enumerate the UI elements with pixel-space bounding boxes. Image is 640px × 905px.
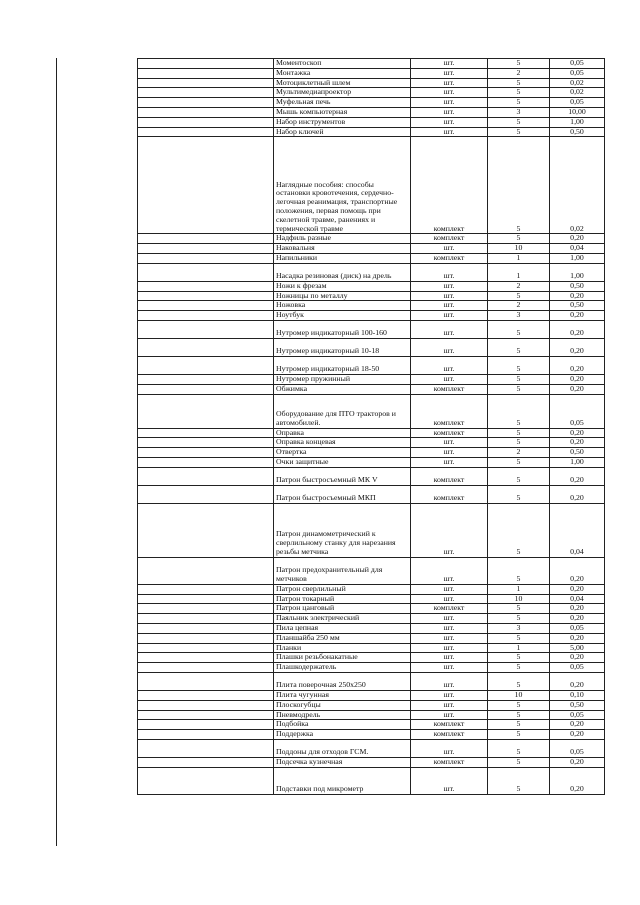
row-blank-cell [138, 720, 274, 730]
row-blank-cell [138, 88, 274, 98]
norm-cell: 0,50 [550, 448, 605, 458]
item-name-cell: Патрон быстросъемный МКП [274, 485, 411, 503]
item-name-cell: Планшайба 250 мм [274, 633, 411, 643]
norm-cell: 0,20 [550, 438, 605, 448]
row-blank-cell [138, 320, 274, 338]
table-row [138, 384, 605, 394]
unit-cell: комплект [411, 485, 488, 503]
table-row [138, 394, 605, 428]
unit-cell: комплект [411, 428, 488, 438]
quantity-cell: 5 [488, 557, 550, 584]
table-row [138, 234, 605, 244]
row-blank-cell [138, 690, 274, 700]
norm-cell: 1,00 [550, 263, 605, 281]
unit-cell: шт. [411, 127, 488, 137]
table-row [138, 374, 605, 384]
item-name-cell: Патрон токарный [274, 594, 411, 604]
table-row [138, 301, 605, 311]
quantity-cell: 2 [488, 68, 550, 78]
quantity-cell: 10 [488, 594, 550, 604]
quantity-cell: 5 [488, 457, 550, 467]
unit-cell: комплект [411, 137, 488, 234]
table-row [138, 672, 605, 690]
quantity-cell: 3 [488, 311, 550, 321]
norm-cell: 0,02 [550, 137, 605, 234]
item-name-cell: Патрон цанговый [274, 604, 411, 614]
row-blank-cell [138, 301, 274, 311]
row-blank-cell [138, 757, 274, 767]
item-name-cell: Оборудование для ПТО тракторов и автомобилей. [274, 394, 411, 428]
table-row [138, 428, 605, 438]
quantity-cell: 5 [488, 59, 550, 69]
row-blank-cell [138, 127, 274, 137]
norm-cell: 1,00 [550, 253, 605, 263]
row-blank-cell [138, 700, 274, 710]
table-row [138, 700, 605, 710]
item-name-cell: Мотоциклетный шлем [274, 78, 411, 88]
unit-cell: шт. [411, 672, 488, 690]
unit-cell: шт. [411, 739, 488, 757]
item-name-cell: Моментоскоп [274, 59, 411, 69]
unit-cell: шт. [411, 88, 488, 98]
quantity-cell: 5 [488, 320, 550, 338]
norm-cell: 0,20 [550, 720, 605, 730]
unit-cell: комплект [411, 394, 488, 428]
quantity-cell: 5 [488, 374, 550, 384]
unit-cell: шт. [411, 767, 488, 794]
table-row [138, 467, 605, 485]
row-blank-cell [138, 117, 274, 127]
unit-cell: шт. [411, 643, 488, 653]
item-name-cell: Нутромер индикаторный 10-18 [274, 338, 411, 356]
unit-cell: шт. [411, 244, 488, 254]
item-name-cell: Очки защитные [274, 457, 411, 467]
norm-cell: 0,04 [550, 503, 605, 557]
norm-cell: 0,20 [550, 757, 605, 767]
table-row [138, 503, 605, 557]
table-row [138, 107, 605, 117]
table-row [138, 98, 605, 108]
quantity-cell: 5 [488, 234, 550, 244]
row-blank-cell [138, 467, 274, 485]
norm-cell: 0,20 [550, 311, 605, 321]
table-row [138, 457, 605, 467]
table-row [138, 281, 605, 291]
item-name-cell: Патрон сверлильный [274, 584, 411, 594]
table-row [138, 311, 605, 321]
norm-cell: 0,50 [550, 281, 605, 291]
unit-cell: комплект [411, 384, 488, 394]
unit-cell: комплект [411, 757, 488, 767]
unit-cell: шт. [411, 59, 488, 69]
item-name-cell: Ножницы по металлу [274, 291, 411, 301]
item-name-cell: Патрон быстросъемный МК V [274, 467, 411, 485]
quantity-cell: 5 [488, 757, 550, 767]
item-name-cell: Набор инструментов [274, 117, 411, 127]
norm-cell: 0,20 [550, 604, 605, 614]
norm-cell: 1,00 [550, 117, 605, 127]
norm-cell: 0,20 [550, 584, 605, 594]
quantity-cell: 5 [488, 614, 550, 624]
quantity-cell: 1 [488, 643, 550, 653]
item-name-cell: Плашкодержатель [274, 663, 411, 673]
norm-cell: 0,20 [550, 653, 605, 663]
quantity-cell: 2 [488, 301, 550, 311]
table-row [138, 614, 605, 624]
item-name-cell: Ноутбук [274, 311, 411, 321]
norm-cell: 0,05 [550, 68, 605, 78]
unit-cell: шт. [411, 98, 488, 108]
norm-cell: 0,04 [550, 594, 605, 604]
item-name-cell: Паяльник электрический [274, 614, 411, 624]
table-row [138, 448, 605, 458]
row-blank-cell [138, 291, 274, 301]
row-blank-cell [138, 448, 274, 458]
item-name-cell: Обжимка [274, 384, 411, 394]
item-name-cell: Муфельная печь [274, 98, 411, 108]
row-blank-cell [138, 244, 274, 254]
table-row [138, 438, 605, 448]
unit-cell: шт. [411, 311, 488, 321]
quantity-cell: 5 [488, 78, 550, 88]
row-blank-cell [138, 356, 274, 374]
table-row [138, 739, 605, 757]
table-row [138, 485, 605, 503]
norm-cell: 0,05 [550, 710, 605, 720]
quantity-cell: 3 [488, 623, 550, 633]
row-blank-cell [138, 739, 274, 757]
unit-cell: шт. [411, 448, 488, 458]
unit-cell: комплект [411, 234, 488, 244]
norm-cell: 0,20 [550, 384, 605, 394]
norm-cell: 0,20 [550, 338, 605, 356]
item-name-cell: Плита чугунная [274, 690, 411, 700]
table-row [138, 68, 605, 78]
item-name-cell: Плоскогубцы [274, 700, 411, 710]
norm-cell: 0,20 [550, 730, 605, 740]
table-row [138, 594, 605, 604]
quantity-cell: 5 [488, 338, 550, 356]
table-row [138, 584, 605, 594]
item-name-cell: Ножи к фрезам [274, 281, 411, 291]
row-blank-cell [138, 672, 274, 690]
table-row [138, 253, 605, 263]
quantity-cell: 10 [488, 690, 550, 700]
table-row [138, 137, 605, 234]
unit-cell: шт. [411, 653, 488, 663]
row-blank-cell [138, 98, 274, 108]
row-blank-cell [138, 338, 274, 356]
unit-cell: шт. [411, 503, 488, 557]
unit-cell: комплект [411, 253, 488, 263]
row-blank-cell [138, 438, 274, 448]
row-blank-cell [138, 234, 274, 244]
table-row [138, 663, 605, 673]
item-name-cell: Оправка [274, 428, 411, 438]
item-name-cell: Нутромер пружинный [274, 374, 411, 384]
quantity-cell: 10 [488, 244, 550, 254]
item-name-cell: Монтажка [274, 68, 411, 78]
quantity-cell: 5 [488, 663, 550, 673]
norm-cell: 0,50 [550, 301, 605, 311]
item-name-cell: Подставки под микрометр [274, 767, 411, 794]
norm-cell: 0,20 [550, 633, 605, 643]
inventory-table [137, 58, 605, 795]
row-blank-cell [138, 557, 274, 584]
norm-cell: 0,20 [550, 557, 605, 584]
norm-cell: 0,20 [550, 467, 605, 485]
unit-cell: шт. [411, 614, 488, 624]
unit-cell: шт. [411, 633, 488, 643]
norm-cell: 0,05 [550, 623, 605, 633]
norm-cell: 0,10 [550, 690, 605, 700]
unit-cell: шт. [411, 584, 488, 594]
item-name-cell: Подсечка кузнечная [274, 757, 411, 767]
item-name-cell: Плита поверочная 250х250 [274, 672, 411, 690]
quantity-cell: 1 [488, 263, 550, 281]
quantity-cell: 1 [488, 253, 550, 263]
item-name-cell: Пневмодрель [274, 710, 411, 720]
table-row [138, 633, 605, 643]
table-row [138, 643, 605, 653]
quantity-cell: 5 [488, 503, 550, 557]
norm-cell: 0,20 [550, 428, 605, 438]
table-row [138, 338, 605, 356]
row-blank-cell [138, 384, 274, 394]
inventory-table-body [138, 59, 605, 795]
table-row [138, 757, 605, 767]
quantity-cell: 5 [488, 88, 550, 98]
row-blank-cell [138, 374, 274, 384]
quantity-cell: 1 [488, 584, 550, 594]
row-blank-cell [138, 710, 274, 720]
item-name-cell: Пила цепная [274, 623, 411, 633]
unit-cell: шт. [411, 68, 488, 78]
norm-cell: 0,05 [550, 98, 605, 108]
unit-cell: комплект [411, 604, 488, 614]
table-row [138, 623, 605, 633]
norm-cell: 0,05 [550, 59, 605, 69]
quantity-cell: 5 [488, 767, 550, 794]
unit-cell: шт. [411, 557, 488, 584]
row-blank-cell [138, 59, 274, 69]
quantity-cell: 5 [488, 633, 550, 643]
quantity-cell: 5 [488, 117, 550, 127]
norm-cell: 0,02 [550, 88, 605, 98]
left-margin-line [56, 58, 57, 846]
row-blank-cell [138, 485, 274, 503]
item-name-cell: Патрон предохранительный для метчиков [274, 557, 411, 584]
item-name-cell: Нутромер индикаторный 100-160 [274, 320, 411, 338]
row-blank-cell [138, 584, 274, 594]
quantity-cell: 5 [488, 700, 550, 710]
quantity-cell: 5 [488, 127, 550, 137]
unit-cell: шт. [411, 338, 488, 356]
quantity-cell: 5 [488, 438, 550, 448]
item-name-cell: Патрон динамометрический к сверлильному станку для нарезания резьбы метчика [274, 503, 411, 557]
table-row [138, 690, 605, 700]
row-blank-cell [138, 653, 274, 663]
quantity-cell: 5 [488, 98, 550, 108]
quantity-cell: 5 [488, 739, 550, 757]
row-blank-cell [138, 281, 274, 291]
norm-cell: 0,20 [550, 320, 605, 338]
unit-cell: комплект [411, 720, 488, 730]
table-row [138, 78, 605, 88]
norm-cell: 0,05 [550, 739, 605, 757]
quantity-cell: 5 [488, 137, 550, 234]
norm-cell: 0,20 [550, 291, 605, 301]
unit-cell: шт. [411, 457, 488, 467]
quantity-cell: 5 [488, 672, 550, 690]
norm-cell: 0,50 [550, 127, 605, 137]
quantity-cell: 5 [488, 291, 550, 301]
unit-cell: шт. [411, 690, 488, 700]
unit-cell: шт. [411, 291, 488, 301]
table-row [138, 720, 605, 730]
norm-cell: 0,20 [550, 356, 605, 374]
table-row [138, 653, 605, 663]
row-blank-cell [138, 663, 274, 673]
row-blank-cell [138, 623, 274, 633]
unit-cell: шт. [411, 710, 488, 720]
norm-cell: 0,05 [550, 394, 605, 428]
unit-cell: комплект [411, 730, 488, 740]
unit-cell: шт. [411, 107, 488, 117]
unit-cell: шт. [411, 78, 488, 88]
row-blank-cell [138, 253, 274, 263]
norm-cell: 0,05 [550, 663, 605, 673]
quantity-cell: 5 [488, 356, 550, 374]
unit-cell: шт. [411, 700, 488, 710]
item-name-cell: Подбойка [274, 720, 411, 730]
unit-cell: шт. [411, 117, 488, 127]
table-row [138, 291, 605, 301]
unit-cell: шт. [411, 301, 488, 311]
unit-cell: шт. [411, 356, 488, 374]
norm-cell: 0,04 [550, 244, 605, 254]
table-row [138, 320, 605, 338]
norm-cell: 1,00 [550, 457, 605, 467]
unit-cell: шт. [411, 438, 488, 448]
quantity-cell: 5 [488, 394, 550, 428]
norm-cell: 0,50 [550, 700, 605, 710]
item-name-cell: Планки [274, 643, 411, 653]
quantity-cell: 5 [488, 485, 550, 503]
quantity-cell: 2 [488, 281, 550, 291]
norm-cell: 0,20 [550, 234, 605, 244]
quantity-cell: 3 [488, 107, 550, 117]
row-blank-cell [138, 394, 274, 428]
row-blank-cell [138, 730, 274, 740]
quantity-cell: 5 [488, 384, 550, 394]
quantity-cell: 5 [488, 730, 550, 740]
row-blank-cell [138, 633, 274, 643]
table-row [138, 117, 605, 127]
item-name-cell: Мышь компьютерная [274, 107, 411, 117]
unit-cell: шт. [411, 263, 488, 281]
row-blank-cell [138, 68, 274, 78]
table-row [138, 263, 605, 281]
item-name-cell: Нутромер индикаторный 18-50 [274, 356, 411, 374]
quantity-cell: 2 [488, 448, 550, 458]
quantity-cell: 5 [488, 710, 550, 720]
quantity-cell: 5 [488, 653, 550, 663]
item-name-cell: Мультимедиапроектор [274, 88, 411, 98]
table-row [138, 356, 605, 374]
table-row [138, 730, 605, 740]
quantity-cell: 5 [488, 720, 550, 730]
row-blank-cell [138, 263, 274, 281]
unit-cell: шт. [411, 374, 488, 384]
norm-cell: 0,20 [550, 767, 605, 794]
item-name-cell: Оправка концевая [274, 438, 411, 448]
quantity-cell: 5 [488, 467, 550, 485]
table-row [138, 244, 605, 254]
table-row [138, 604, 605, 614]
norm-cell: 0,20 [550, 614, 605, 624]
unit-cell: шт. [411, 594, 488, 604]
row-blank-cell [138, 503, 274, 557]
item-name-cell: Надфиль разные [274, 234, 411, 244]
unit-cell: шт. [411, 281, 488, 291]
table-row [138, 88, 605, 98]
row-blank-cell [138, 428, 274, 438]
row-blank-cell [138, 604, 274, 614]
item-name-cell: Наковальня [274, 244, 411, 254]
table-row [138, 710, 605, 720]
norm-cell: 0,20 [550, 374, 605, 384]
table-row [138, 127, 605, 137]
item-name-cell: Плашки резьбонакатные [274, 653, 411, 663]
row-blank-cell [138, 594, 274, 604]
table-row [138, 557, 605, 584]
norm-cell: 10,00 [550, 107, 605, 117]
item-name-cell: Ножовка [274, 301, 411, 311]
item-name-cell: Поддержка [274, 730, 411, 740]
row-blank-cell [138, 107, 274, 117]
row-blank-cell [138, 614, 274, 624]
unit-cell: комплект [411, 467, 488, 485]
row-blank-cell [138, 137, 274, 234]
table-row [138, 59, 605, 69]
norm-cell: 5,00 [550, 643, 605, 653]
quantity-cell: 5 [488, 604, 550, 614]
item-name-cell: Отвертка [274, 448, 411, 458]
row-blank-cell [138, 311, 274, 321]
row-blank-cell [138, 767, 274, 794]
unit-cell: шт. [411, 663, 488, 673]
row-blank-cell [138, 78, 274, 88]
norm-cell: 0,20 [550, 672, 605, 690]
quantity-cell: 5 [488, 428, 550, 438]
item-name-cell: Поддоны для отходов ГСМ. [274, 739, 411, 757]
unit-cell: шт. [411, 623, 488, 633]
unit-cell: шт. [411, 320, 488, 338]
item-name-cell: Насадка резиновая (диск) на дрель [274, 263, 411, 281]
item-name-cell: Наглядные пособия: способы остановки кровотечения, сердечно-легочная реанимация, транспортные положения, первая помощь при скелетной травме, ранениях и термической травме [274, 137, 411, 234]
table-row [138, 767, 605, 794]
item-name-cell: Набор ключей [274, 127, 411, 137]
norm-cell: 0,20 [550, 485, 605, 503]
row-blank-cell [138, 457, 274, 467]
norm-cell: 0,02 [550, 78, 605, 88]
item-name-cell: Напильники [274, 253, 411, 263]
row-blank-cell [138, 643, 274, 653]
